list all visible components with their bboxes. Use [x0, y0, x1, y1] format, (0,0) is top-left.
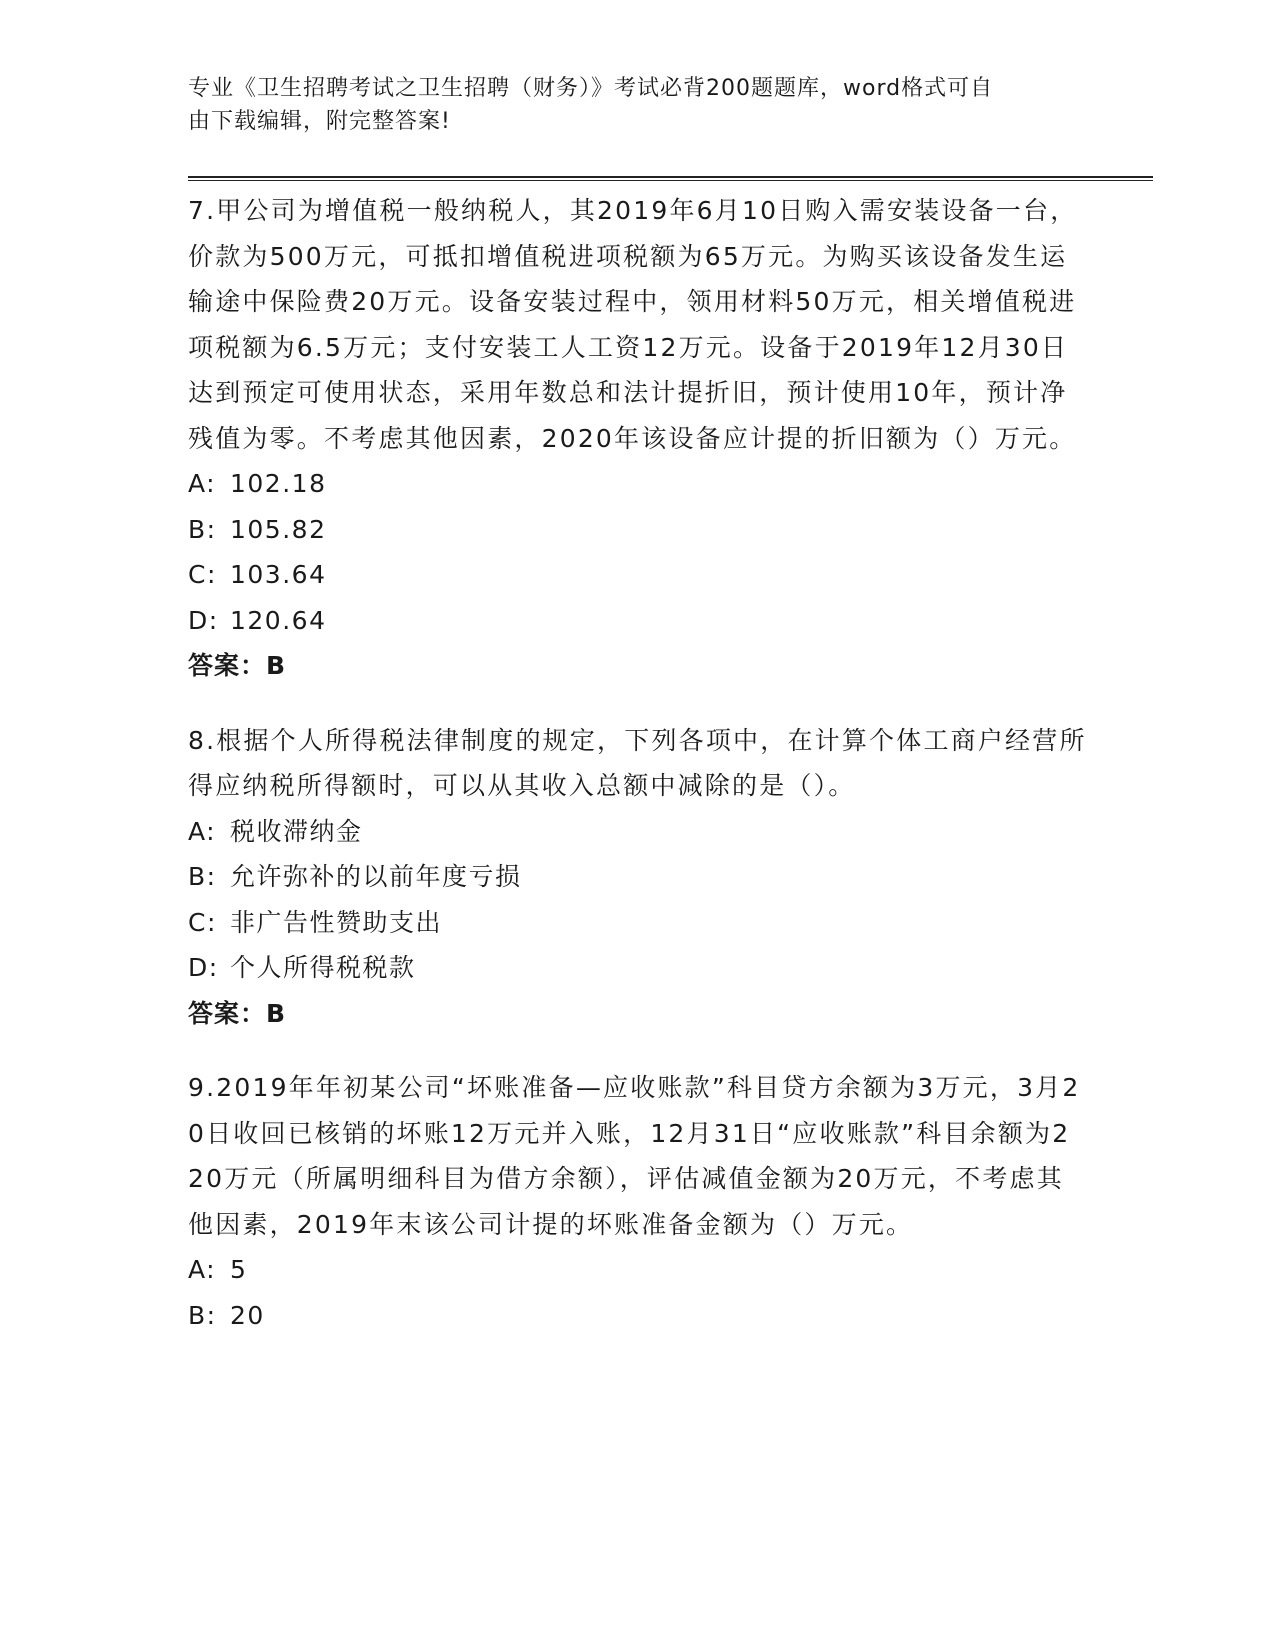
option-b: [188, 1293, 1088, 1339]
header-line-2: 由下载编辑，附完整答案!: [188, 109, 451, 134]
question-9: [188, 1065, 1088, 1338]
option-text: 非广告性赞助支出: [230, 907, 443, 937]
question-7: [188, 188, 1088, 689]
option-a: [188, 1247, 1088, 1293]
option-text: 个人所得税税款: [230, 953, 416, 982]
option-letter: A:: [188, 1255, 217, 1284]
option-text: 120.64: [230, 605, 327, 635]
option-letter: D:: [188, 605, 219, 635]
option-c: [188, 900, 1088, 946]
document-header: [188, 72, 1088, 138]
option-c: [188, 552, 1088, 598]
option-b: [188, 854, 1088, 900]
option-d: [188, 598, 1088, 644]
option-letter: B:: [188, 862, 217, 891]
question-stem: 9.2019年年初某公司“坏账准备—应收账款”科目贷方余额为3万元，3月20日收回已核销的坏账12万元并入账，12月31日“应收账款”科目余额为220万元（所属明细科目为借方余额），评估减值金额为20万元，不考虑其他因素，2019年末该公司计提的坏账准备金额为（）万元。: [188, 1073, 1081, 1239]
option-text: 102.18: [230, 469, 327, 498]
option-letter: B:: [188, 1300, 217, 1330]
option-text: 103.64: [230, 560, 327, 589]
answer-line: 答案：B: [188, 998, 287, 1028]
option-text: 允许弥补的以前年度亏损: [230, 862, 522, 891]
question-stem: 7.甲公司为增值税一般纳税人，其2019年6月10日购入需安装设备一台，价款为500万元，可抵扣增值税进项税额为65万元。为购买该设备发生运输途中保险费20万元。设备安装过程中，领用材料50万元，相关增值税进项税额为6.5万元；支付安装工人工资12万元。设备于2019年12月30日达到预定可使用状态，采用年数总和法计提折旧，预计使用10年，预计净残值为零。不考虑其他因素，2020年该设备应计提的折旧额为（）万元。: [188, 196, 1078, 453]
option-letter: B:: [188, 514, 217, 544]
question-8: [188, 718, 1088, 1037]
option-letter: C:: [188, 907, 217, 937]
option-text: 20: [230, 1300, 265, 1330]
option-a: [188, 809, 1088, 855]
option-a: [188, 461, 1088, 507]
header-divider: [188, 176, 1153, 181]
option-letter: A:: [188, 816, 217, 846]
answer-line: 答案：B: [188, 651, 287, 680]
question-list: [188, 188, 1088, 1367]
option-letter: A:: [188, 469, 217, 498]
option-text: 105.82: [230, 514, 327, 544]
option-text: 税收滞纳金: [230, 816, 363, 846]
option-letter: C:: [188, 560, 217, 589]
option-d: [188, 945, 1088, 991]
option-text: 5: [230, 1255, 248, 1284]
header-line-1: 专业《卫生招聘考试之卫生招聘（财务）》考试必背200题题库，word格式可自: [188, 76, 994, 101]
question-stem: 8.根据个人所得税法律制度的规定，下列各项中，在计算个体工商户经营所得应纳税所得额时，可以从其收入总额中减除的是（）。: [188, 725, 1087, 800]
option-b: [188, 507, 1088, 553]
option-letter: D:: [188, 953, 219, 982]
